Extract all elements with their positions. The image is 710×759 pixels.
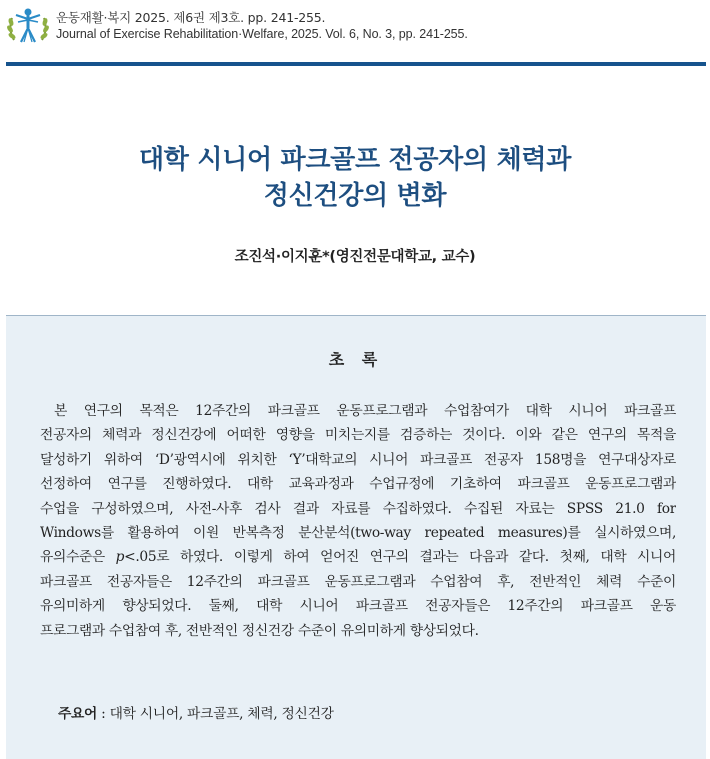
abstract-body — [40, 399, 676, 643]
journal-citation-english: Journal of Exercise Rehabilitation·Welfare, 2025. Vol. 6, No. 3, pp. 241-255. — [56, 27, 468, 41]
abstract-line: 유의미하게 향상되었다. 둘째, 대학 시니어 파크골프 전공자들은 12주간의 파크골프 운동 — [40, 598, 676, 615]
abstract-line-italic-p: 유의수준은 p<.05로 하였다. 이렇게 하여 얻어진 연구의 결과는 다음과 같다. 첫째, 대학 시니어 — [40, 549, 676, 566]
abstract-line: 프로그램과 수업참여 후, 전반적인 정신건강 수준이 유의미하게 향상되었다. — [40, 622, 479, 639]
abstract-line: Windows를 활용하여 이원 반복측정 분산분석(two-way repeated measures)를 실시하였으며, — [40, 525, 676, 542]
journal-citation-korean: 운동재활·복지 2025. 제6권 제3호. pp. 241-255. — [56, 10, 326, 25]
keywords — [58, 702, 334, 722]
keywords-separator: : — [97, 706, 110, 722]
abstract-heading: 초 록 — [328, 350, 384, 369]
paper-title-line-1: 대학 시니어 파크골프 전공자의 체력과 — [138, 145, 572, 175]
keywords-label: 주요어 — [58, 706, 98, 722]
abstract-line: 달성하기 위하여 ‘D’광역시에 위치한 ‘Y’대학교의 시니어 파크골프 전공자 158명을 연구대상자로 — [40, 451, 676, 468]
header-divider — [6, 62, 706, 66]
abstract-line: 파크골프 전공자들은 12주간의 파크골프 운동프로그램과 수업참여 후, 전반적인 체력 수준이 — [40, 573, 676, 590]
abstract-line: 전공자의 체력과 정신건강에 어떠한 영향을 미치는지를 검증하는 것이다. 이와 같은 연구의 목적을 — [40, 427, 676, 444]
abstract-line: 본 연구의 목적은 12주간의 파크골프 운동프로그램과 수업참여가 대학 시니어 파크골프 — [54, 403, 676, 419]
journal-header — [0, 0, 710, 66]
abstract-line: 수업을 구성하였으며, 사전-사후 검사 결과 자료를 수집하였다. 수집된 자료는 SPSS 21.0 for — [40, 500, 676, 517]
vitruvian-laurel-logo-icon — [6, 4, 50, 48]
abstract-line: 선정하여 연구를 진행하였다. 대학 교육과정과 수업규정에 기초하여 파크골프 운동프로그램과 — [40, 476, 676, 493]
keywords-text: 대학 시니어, 파크골프, 체력, 정신건강 — [109, 706, 334, 722]
paper-title-line-2: 정신건강의 변화 — [263, 181, 447, 211]
author-line: 조진석·이지훈*(영진전문대학교, 교수) — [234, 249, 476, 265]
p-value-symbol: p — [115, 549, 125, 566]
paper-title — [0, 142, 710, 214]
abstract-box — [6, 315, 706, 759]
